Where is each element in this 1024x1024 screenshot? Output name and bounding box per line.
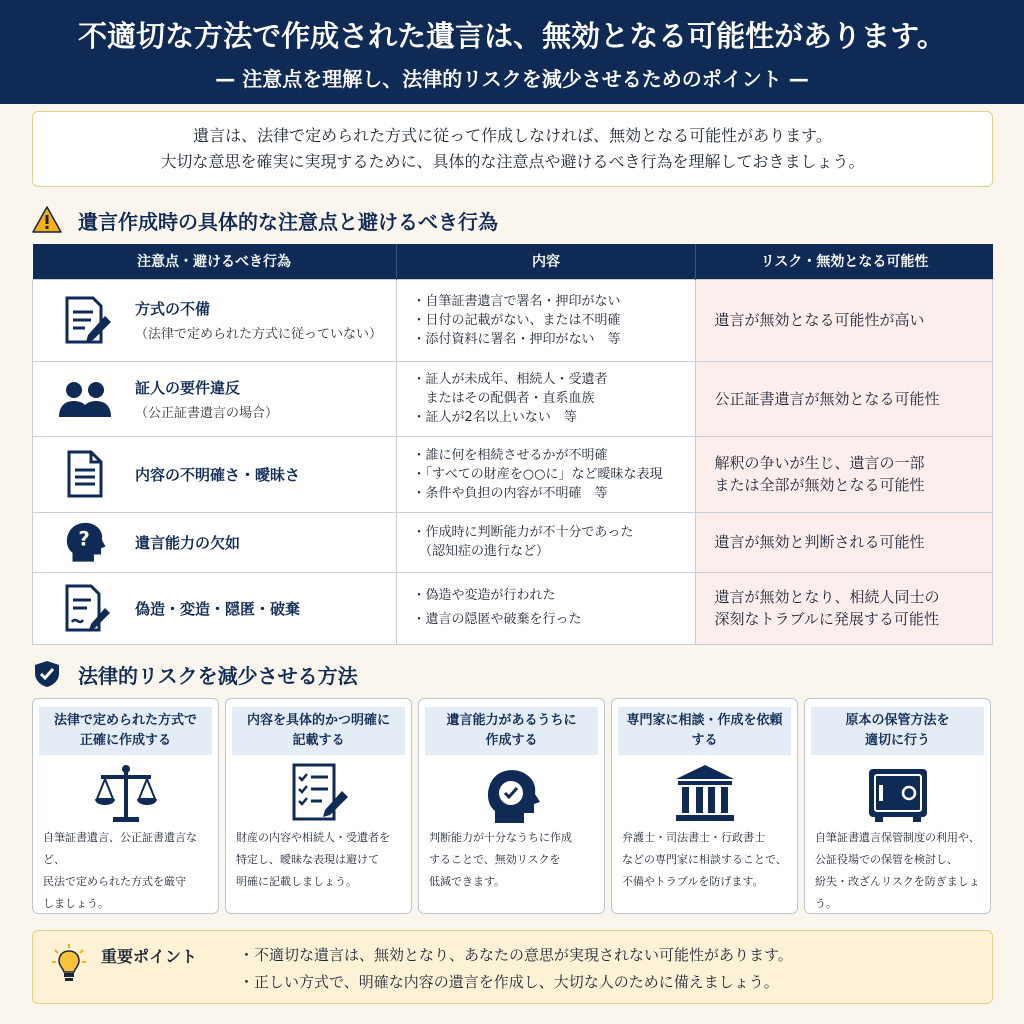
table-header-row [33, 244, 993, 279]
card-title [618, 707, 791, 755]
checklist-icon [284, 759, 354, 829]
document-pen-icon [57, 292, 113, 348]
risk-text: 解釈の争いが生じ、遺言の一部 [714, 454, 925, 472]
table-header-cell: リスク・無効となる可能性 [696, 244, 993, 279]
section-title-methods [32, 659, 358, 689]
table-row [33, 512, 993, 572]
table-row [33, 436, 993, 512]
table-cell-content [396, 361, 696, 436]
table-cell-item [33, 279, 397, 361]
page-subtitle: — 注意点を理解し、法律的リスクを減少させるためのポイント — [215, 67, 809, 91]
risk-text: または全部が無効となる可能性 [714, 476, 925, 494]
row-sublabel: （公正証書遺言の場合） [135, 405, 279, 421]
card-desc-line: 低減できます。 [429, 875, 506, 888]
card-title [232, 707, 405, 755]
card-desc-line: 公証役場での保管を検討し、 [815, 853, 958, 866]
method-card [804, 698, 991, 914]
risk-text: 遺言が無効となり、相続人同士の [714, 588, 940, 606]
bullet-item: またはその配偶者・直系血族 [412, 391, 595, 406]
table-cell-item [33, 572, 397, 644]
bullet-item: ・証人が2名以上いない 等 [412, 410, 577, 425]
card-title-line: 内容を具体的かつ明確に [246, 713, 390, 728]
important-point: ・正しい方式で、明確な内容の遺言を作成し、大切な人のために備えましょう。 [239, 973, 779, 991]
warning-icon [32, 205, 62, 235]
card-desc-line: 民法で定められた方式を厳守 [43, 875, 186, 888]
card-desc-line: 明確に記載しましょう。 [236, 875, 357, 888]
row-label: 証人の要件違反 [135, 378, 241, 397]
table-header-cell: 注意点・避けるべき行為 [33, 244, 397, 279]
risk-text: 公正証書遺言が無効となる可能性 [714, 389, 940, 408]
card-title [39, 707, 212, 755]
card-desc-line: 財産の内容や相続人・受遺者を [236, 831, 390, 844]
table-cell-content [396, 572, 696, 644]
card-description [429, 827, 600, 893]
table-cell-item [33, 361, 397, 436]
bullet-item: ・「すべての財産を○○に」など曖昧な表現 [412, 466, 663, 482]
bullet-item: ・作成時に判断能力が不十分であった [412, 525, 634, 540]
table-cell-risk [696, 279, 993, 361]
table-header-cell: 内容 [396, 244, 696, 279]
method-card [225, 698, 412, 914]
card-desc-line: しましょう。 [43, 897, 109, 910]
head-question-icon [57, 517, 113, 567]
card-title [811, 707, 984, 755]
bullet-item: ・添付資料に署名・押印がない 等 [412, 331, 621, 347]
table-cell-content [396, 512, 696, 572]
bullet-item: ・偽造や変造が行われた [412, 588, 556, 603]
row-label: 偽造・変造・隠匿・破棄 [135, 599, 301, 618]
forged-document-icon [57, 580, 113, 636]
section-title-text: 法律的リスクを減少させる方法 [78, 663, 358, 688]
card-desc-line: 紛失・改ざんリスクを防ぎましょう。 [815, 875, 980, 910]
bullet-item: ・自筆証書遺言で署名・押印がない [412, 293, 621, 309]
lightbulb-icon [51, 943, 87, 985]
shield-check-icon [32, 659, 62, 689]
table-cell-item [33, 436, 397, 512]
risk-text: 遺言が無効と判断される可能性 [714, 533, 925, 551]
card-desc-line: 不備やトラブルを防げます。 [622, 875, 764, 888]
bullet-item: ・条件や負担の内容が不明確 等 [412, 485, 608, 501]
table-cell-content [396, 279, 696, 361]
risk-text: 深刻なトラブルに発展する可能性 [714, 610, 939, 628]
important-points [239, 942, 793, 996]
bullet-item: ・証人が未成年、相続人・受遺者 [412, 372, 608, 387]
important-box [32, 930, 993, 1004]
risk-text: 遺言が無効となる可能性が高い [714, 311, 925, 329]
card-title-line: 記載する [292, 733, 345, 748]
table-cell-content [396, 436, 696, 512]
card-desc-line: などの専門家に相談することで、 [622, 853, 787, 866]
card-title-line: 法律で定められた方式で [53, 713, 197, 728]
bullet-item: ・誰に何を相続させるかが不明確 [412, 447, 608, 463]
table-cell-risk [696, 361, 993, 436]
card-description [622, 827, 793, 893]
page-header [0, 0, 1024, 104]
page-title: 不適切な方法で作成された遺言は、無効となる可能性があります。 [78, 19, 946, 53]
table-cell-risk [696, 436, 993, 512]
method-card [611, 698, 798, 914]
important-label: 重要ポイント [101, 947, 198, 966]
row-sublabel: （法律で定められた方式に従っていない） [135, 327, 383, 342]
table-cell-risk [696, 512, 993, 572]
bullet-item: （認知症の進行など） [412, 544, 550, 559]
card-title-line: 正確に作成する [79, 733, 171, 748]
section-title-text: 遺言作成時の具体的な注意点と避けるべき行為 [78, 209, 498, 234]
card-desc-line: 弁護士・司法書士・行政書士 [622, 831, 765, 844]
card-desc-line: することで、無効リスクを [429, 853, 561, 866]
row-label: 内容の不明確さ・曖昧さ [135, 465, 301, 484]
row-label: 方式の不備 [135, 300, 211, 318]
bullet-item: ・遺言の隠匿や破棄を行った [412, 612, 582, 627]
table-row [33, 572, 993, 644]
important-point: ・不適切な遺言は、無効となり、あなたの意思が実現されない可能性があります。 [239, 946, 793, 964]
card-title-line: 適切に行う [864, 733, 930, 748]
card-description [815, 827, 986, 915]
intro-line-1: 遺言は、法律で定められた方式に従って作成しなければ、無効となる可能性があります。 [193, 126, 832, 145]
intro-box [32, 111, 993, 187]
card-desc-line: 自筆証書遺言保管制度の利用や、 [815, 831, 980, 844]
cautions-table [32, 244, 993, 645]
intro-line-2: 大切な意思を確実に実現するために、具体的な注意点や避けるべき行為を理解しておきましょう。 [160, 152, 865, 171]
document-icon [57, 446, 113, 502]
methods-cards [32, 698, 993, 914]
card-desc-line: 判断能力が十分なうちに作成 [429, 831, 572, 844]
card-description [236, 827, 407, 893]
institution-icon [670, 759, 740, 829]
card-title-line: 専門家に相談・作成を依頼 [626, 713, 783, 728]
card-title-line: 遺言能力があるうちに [446, 713, 577, 728]
card-desc-line: 自筆証書遺言、公正証書遺言など、 [43, 831, 197, 866]
card-title [425, 707, 598, 755]
card-description [43, 827, 214, 915]
card-title-line: する [691, 733, 718, 748]
people-icon [57, 371, 113, 427]
card-title-line: 原本の保管方法を [845, 713, 950, 728]
svg-text:?: ? [78, 527, 90, 551]
head-check-icon [477, 759, 547, 829]
scales-icon [91, 759, 161, 829]
card-title-line: 作成する [485, 733, 538, 748]
method-card [32, 698, 219, 914]
safe-icon [863, 759, 933, 829]
table-row [33, 279, 993, 361]
method-card [418, 698, 605, 914]
section-title-cautions [32, 205, 498, 235]
row-label: 遺言能力の欠如 [135, 533, 241, 552]
table-cell-risk [696, 572, 993, 644]
card-desc-line: 特定し、曖昧な表現は避けて [236, 853, 379, 866]
table-cell-item [33, 512, 397, 572]
table-row [33, 361, 993, 436]
bullet-item: ・日付の記載がない、または不明確 [412, 312, 621, 328]
